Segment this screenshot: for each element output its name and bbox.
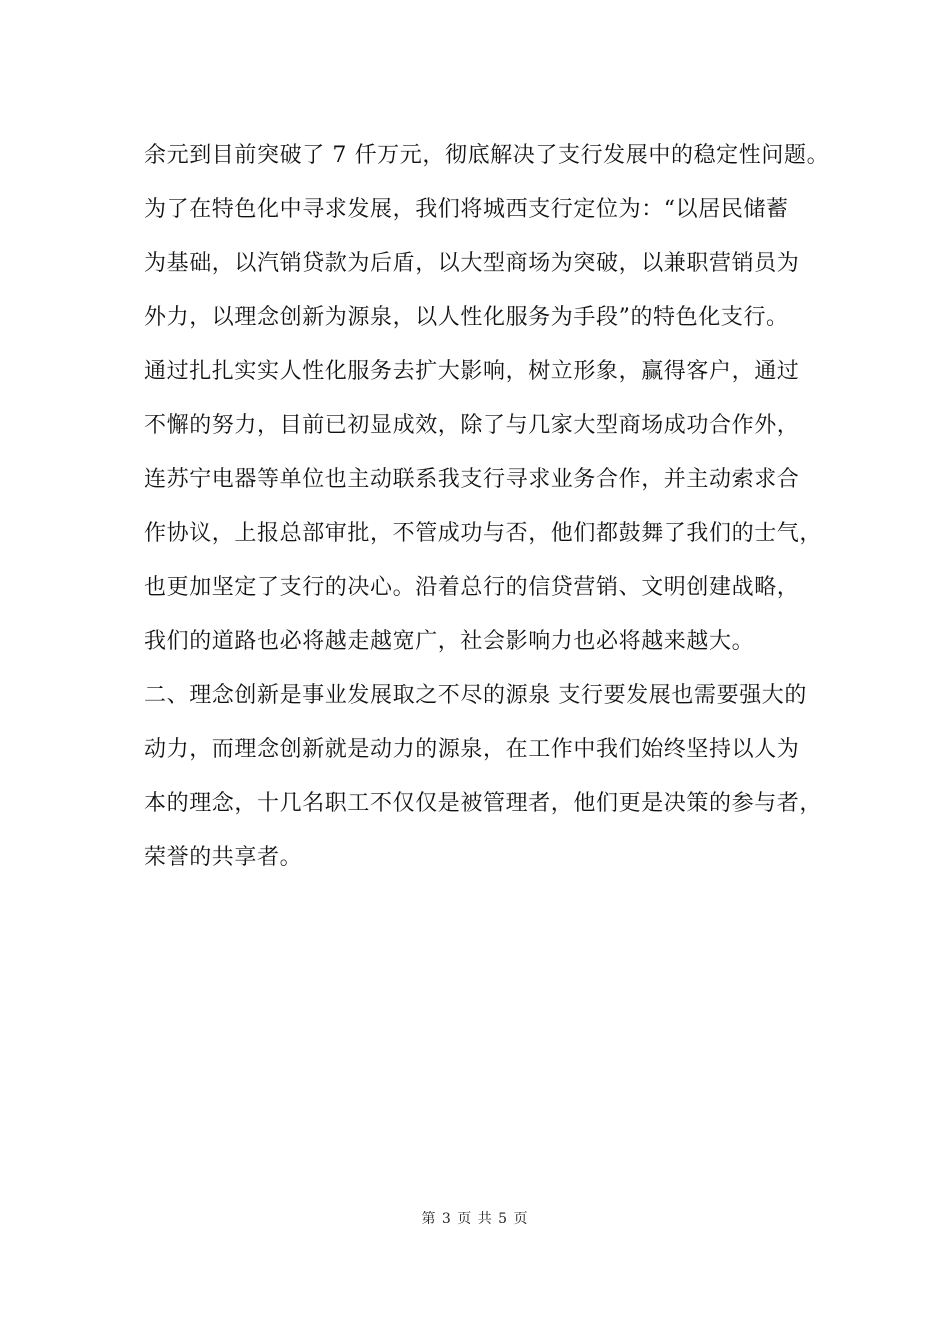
text-line: 作协议，上报总部审批，不管成功与否，他们都鼓舞了我们的士气，: [144, 521, 823, 546]
text-line: 荣誉的共享者。: [144, 845, 303, 870]
text-line: 外力，以理念创新为源泉，以人性化服务为手段”的特色化支行。: [144, 305, 789, 330]
text-line: 不懈的努力，目前已初显成效，除了与几家大型商场成功合作外，: [144, 413, 800, 438]
text-line: 连苏宁电器等单位也主动联系我支行寻求业务合作，并主动索求合: [144, 467, 800, 492]
text-line: 余元到目前突破了 7 仟万元，彻底解决了支行发展中的稳定性问题。: [144, 143, 830, 168]
text-line: 通过扎扎实实人性化服务去扩大影响，树立形象，赢得客户，通过: [144, 359, 800, 384]
body-text: [144, 136, 830, 892]
text-line: 也更加坚定了支行的决心。沿着总行的信贷营销、文明创建战略，: [144, 575, 800, 600]
text-line: 动力，而理念创新就是动力的源泉，在工作中我们始终坚持以人为: [144, 737, 800, 762]
page-number: 第 3 页 共 5 页: [421, 1211, 529, 1227]
text-line: 为基础，以汽销贷款为后盾，以大型商场为突破，以兼职营销员为: [144, 251, 800, 276]
section-heading-line: 二、理念创新是事业发展取之不尽的源泉 支行要发展也需要强大的: [144, 683, 807, 708]
text-line: 本的理念，十几名职工不仅仅是被管理者，他们更是决策的参与者，: [144, 791, 823, 816]
page-footer: [0, 1208, 950, 1228]
text-line: 为了在特色化中寻求发展，我们将城西支行定位为：“以居民储蓄: [144, 197, 789, 222]
text-line: 我们的道路也必将越走越宽广，社会影响力也必将越来越大。: [144, 629, 755, 654]
